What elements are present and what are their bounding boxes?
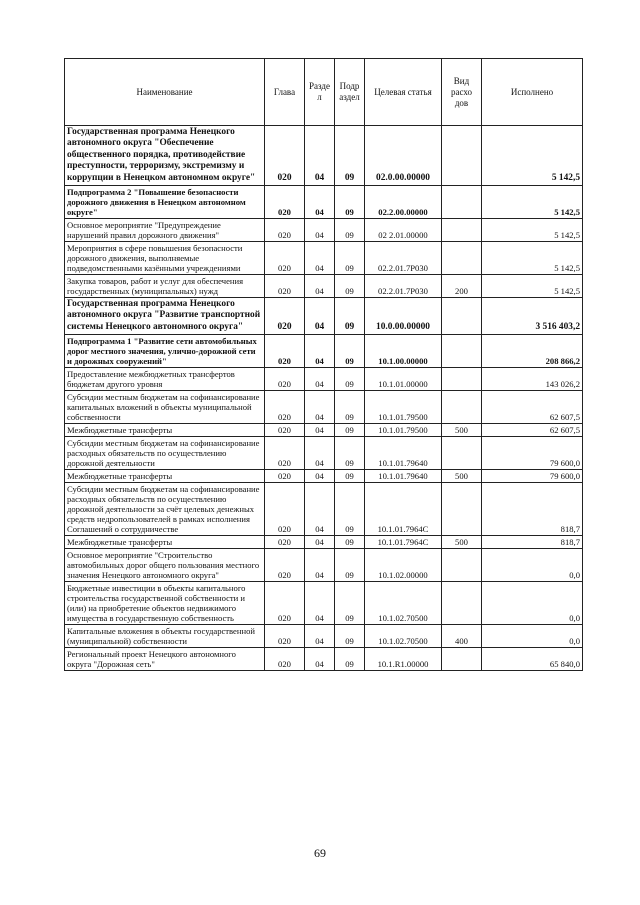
cell-exp-type: 500 <box>442 424 482 437</box>
table-row <box>65 424 583 437</box>
cell-podrazdel: 09 <box>335 483 365 536</box>
cell-article: 10.1.02.70500 <box>365 582 442 625</box>
cell-name: Подпрограмма 1 "Развитие сети автомобильных дорог местного значения, улично-дорожной сети и дорожных сооружений" <box>65 335 265 368</box>
cell-exp-type <box>442 126 482 186</box>
cell-razdel: 04 <box>305 483 335 536</box>
cell-exp-type: 500 <box>442 470 482 483</box>
cell-article: 10.1.02.70500 <box>365 625 442 648</box>
cell-name: Основное мероприятие "Строительство автомобильных дорог общего пользования местного значения Ненецкого автономного округа" <box>65 549 265 582</box>
table-row <box>65 483 583 536</box>
cell-razdel: 04 <box>305 126 335 186</box>
table-row <box>65 275 583 298</box>
cell-glava: 020 <box>265 549 305 582</box>
cell-article: 10.1.01.00000 <box>365 368 442 391</box>
cell-done: 62 607,5 <box>482 391 583 424</box>
cell-razdel: 04 <box>305 335 335 368</box>
table-row <box>65 298 583 335</box>
cell-glava: 020 <box>265 536 305 549</box>
cell-done: 79 600,0 <box>482 437 583 470</box>
cell-article: 10.1.02.00000 <box>365 549 442 582</box>
cell-glava: 020 <box>265 219 305 242</box>
table-row <box>65 549 583 582</box>
cell-article: 10.1.01.79640 <box>365 437 442 470</box>
cell-done: 3 516 403,2 <box>482 298 583 335</box>
cell-exp-type <box>442 298 482 335</box>
cell-name: Субсидии местным бюджетам на софинансирование расходных обязательств по осуществлению дорожной деятельности <box>65 437 265 470</box>
cell-razdel: 04 <box>305 368 335 391</box>
cell-glava: 020 <box>265 648 305 671</box>
cell-name: Закупка товаров, работ и услуг для обеспечения государственных (муниципальных) нужд <box>65 275 265 298</box>
header-podrazdel: Подр аздел <box>335 59 365 126</box>
budget-table-container <box>64 58 582 671</box>
cell-done: 5 142,5 <box>482 275 583 298</box>
cell-razdel: 04 <box>305 219 335 242</box>
table-row <box>65 536 583 549</box>
header-article: Целевая статья <box>365 59 442 126</box>
cell-podrazdel: 09 <box>335 186 365 219</box>
page-number: 69 <box>314 846 326 860</box>
cell-name: Мероприятия в сфере повышения безопасности дорожного движения, выполняемые подведомственными казёнными учреждениями <box>65 242 265 275</box>
cell-article: 02.2.00.00000 <box>365 186 442 219</box>
cell-done: 143 026,2 <box>482 368 583 391</box>
cell-razdel: 04 <box>305 536 335 549</box>
table-row <box>65 470 583 483</box>
cell-razdel: 04 <box>305 424 335 437</box>
cell-exp-type: 500 <box>442 536 482 549</box>
cell-podrazdel: 09 <box>335 335 365 368</box>
cell-name: Капитальные вложения в объекты государственной (муниципальной) собственности <box>65 625 265 648</box>
cell-done: 0,0 <box>482 625 583 648</box>
cell-razdel: 04 <box>305 648 335 671</box>
table-body <box>65 126 583 671</box>
cell-glava: 020 <box>265 242 305 275</box>
cell-exp-type <box>442 582 482 625</box>
table-row <box>65 335 583 368</box>
cell-exp-type <box>442 391 482 424</box>
cell-name: Основное мероприятие "Предупреждение нарушений правил дорожного движения" <box>65 219 265 242</box>
cell-razdel: 04 <box>305 549 335 582</box>
cell-glava: 020 <box>265 470 305 483</box>
cell-razdel: 04 <box>305 437 335 470</box>
cell-name: Межбюджетные трансферты <box>65 470 265 483</box>
cell-podrazdel: 09 <box>335 582 365 625</box>
cell-article: 10.1.01.79640 <box>365 470 442 483</box>
cell-name: Предоставление межбюджетных трансфертов бюджетам другого уровня <box>65 368 265 391</box>
cell-exp-type <box>442 242 482 275</box>
cell-razdel: 04 <box>305 275 335 298</box>
cell-glava: 020 <box>265 126 305 186</box>
cell-podrazdel: 09 <box>335 437 365 470</box>
cell-podrazdel: 09 <box>335 536 365 549</box>
cell-glava: 020 <box>265 483 305 536</box>
cell-exp-type <box>442 648 482 671</box>
cell-razdel: 04 <box>305 298 335 335</box>
cell-podrazdel: 09 <box>335 275 365 298</box>
cell-name: Региональный проект Ненецкого автономного округа "Дорожная сеть" <box>65 648 265 671</box>
cell-done: 62 607,5 <box>482 424 583 437</box>
cell-done: 79 600,0 <box>482 470 583 483</box>
cell-glava: 020 <box>265 437 305 470</box>
table-row <box>65 391 583 424</box>
cell-razdel: 04 <box>305 391 335 424</box>
table-row <box>65 368 583 391</box>
cell-glava: 020 <box>265 275 305 298</box>
cell-done: 5 142,5 <box>482 219 583 242</box>
cell-exp-type <box>442 335 482 368</box>
cell-name: Субсидии местным бюджетам на софинансирование капитальных вложений в объекты муниципальной собственности <box>65 391 265 424</box>
cell-podrazdel: 09 <box>335 242 365 275</box>
table-row <box>65 625 583 648</box>
cell-glava: 020 <box>265 424 305 437</box>
header-exp-type: Вид расхо дов <box>442 59 482 126</box>
cell-name: Государственная программа Ненецкого автономного округа "Развитие транспортной системы Ненецкого автономного округа" <box>65 298 265 335</box>
budget-table <box>64 58 583 671</box>
header-done: Исполнено <box>482 59 583 126</box>
cell-done: 818,7 <box>482 483 583 536</box>
cell-exp-type <box>442 368 482 391</box>
cell-name: Государственная программа Ненецкого автономного округа "Обеспечение общественного порядка, противодействие преступности, терроризму, экстремизму и коррупции в Ненецком автономном округе" <box>65 126 265 186</box>
cell-exp-type <box>442 549 482 582</box>
cell-podrazdel: 09 <box>335 648 365 671</box>
table-row <box>65 437 583 470</box>
cell-article: 10.1.01.7964С <box>365 483 442 536</box>
cell-name: Межбюджетные трансферты <box>65 424 265 437</box>
cell-glava: 020 <box>265 582 305 625</box>
cell-razdel: 04 <box>305 625 335 648</box>
table-row <box>65 242 583 275</box>
cell-name: Субсидии местным бюджетам на софинансирование расходных обязательств по осуществлению дорожной деятельности за счёт целевых денежных средств недропользователей в рамках исполнения Соглашений о сотрудничестве <box>65 483 265 536</box>
cell-glava: 020 <box>265 391 305 424</box>
cell-podrazdel: 09 <box>335 126 365 186</box>
table-row <box>65 582 583 625</box>
cell-name: Подпрограмма 2 "Повышение безопасности дорожного движения в Ненецком автономном округе" <box>65 186 265 219</box>
cell-done: 818,7 <box>482 536 583 549</box>
cell-article: 10.0.00.00000 <box>365 298 442 335</box>
cell-glava: 020 <box>265 186 305 219</box>
table-row <box>65 648 583 671</box>
cell-article: 02 2.01.00000 <box>365 219 442 242</box>
cell-podrazdel: 09 <box>335 549 365 582</box>
cell-podrazdel: 09 <box>335 391 365 424</box>
header-glava: Глава <box>265 59 305 126</box>
cell-glava: 020 <box>265 368 305 391</box>
cell-podrazdel: 09 <box>335 298 365 335</box>
cell-article: 10.1.01.79500 <box>365 391 442 424</box>
cell-razdel: 04 <box>305 470 335 483</box>
cell-razdel: 04 <box>305 242 335 275</box>
cell-exp-type <box>442 437 482 470</box>
cell-glava: 020 <box>265 298 305 335</box>
cell-done: 5 142,5 <box>482 186 583 219</box>
cell-razdel: 04 <box>305 582 335 625</box>
cell-article: 10.1.R1.00000 <box>365 648 442 671</box>
cell-exp-type <box>442 219 482 242</box>
cell-podrazdel: 09 <box>335 470 365 483</box>
cell-done: 5 142,5 <box>482 126 583 186</box>
cell-glava: 020 <box>265 625 305 648</box>
cell-exp-type: 200 <box>442 275 482 298</box>
cell-name: Межбюджетные трансферты <box>65 536 265 549</box>
cell-article: 02.0.00.00000 <box>365 126 442 186</box>
cell-podrazdel: 09 <box>335 368 365 391</box>
cell-article: 10.1.01.7964С <box>365 536 442 549</box>
cell-done: 0,0 <box>482 549 583 582</box>
table-header-row <box>65 59 583 126</box>
cell-done: 65 840,0 <box>482 648 583 671</box>
cell-podrazdel: 09 <box>335 424 365 437</box>
table-row <box>65 219 583 242</box>
cell-exp-type <box>442 483 482 536</box>
header-razdel: Разде л <box>305 59 335 126</box>
cell-exp-type <box>442 186 482 219</box>
cell-done: 0,0 <box>482 582 583 625</box>
cell-razdel: 04 <box>305 186 335 219</box>
table-row <box>65 186 583 219</box>
cell-done: 5 142,5 <box>482 242 583 275</box>
table-row <box>65 126 583 186</box>
header-name: Наименование <box>65 59 265 126</box>
cell-article: 02.2.01.7Р030 <box>365 275 442 298</box>
cell-exp-type: 400 <box>442 625 482 648</box>
cell-glava: 020 <box>265 335 305 368</box>
cell-done: 208 866,2 <box>482 335 583 368</box>
cell-podrazdel: 09 <box>335 625 365 648</box>
cell-article: 10.1.01.79500 <box>365 424 442 437</box>
cell-podrazdel: 09 <box>335 219 365 242</box>
cell-name: Бюджетные инвестиции в объекты капитального строительства государственной собственности и (или) на приобретение объектов недвижимого имущества в государственную собственность <box>65 582 265 625</box>
cell-article: 10.1.00.00000 <box>365 335 442 368</box>
cell-article: 02.2.01.7Р030 <box>365 242 442 275</box>
